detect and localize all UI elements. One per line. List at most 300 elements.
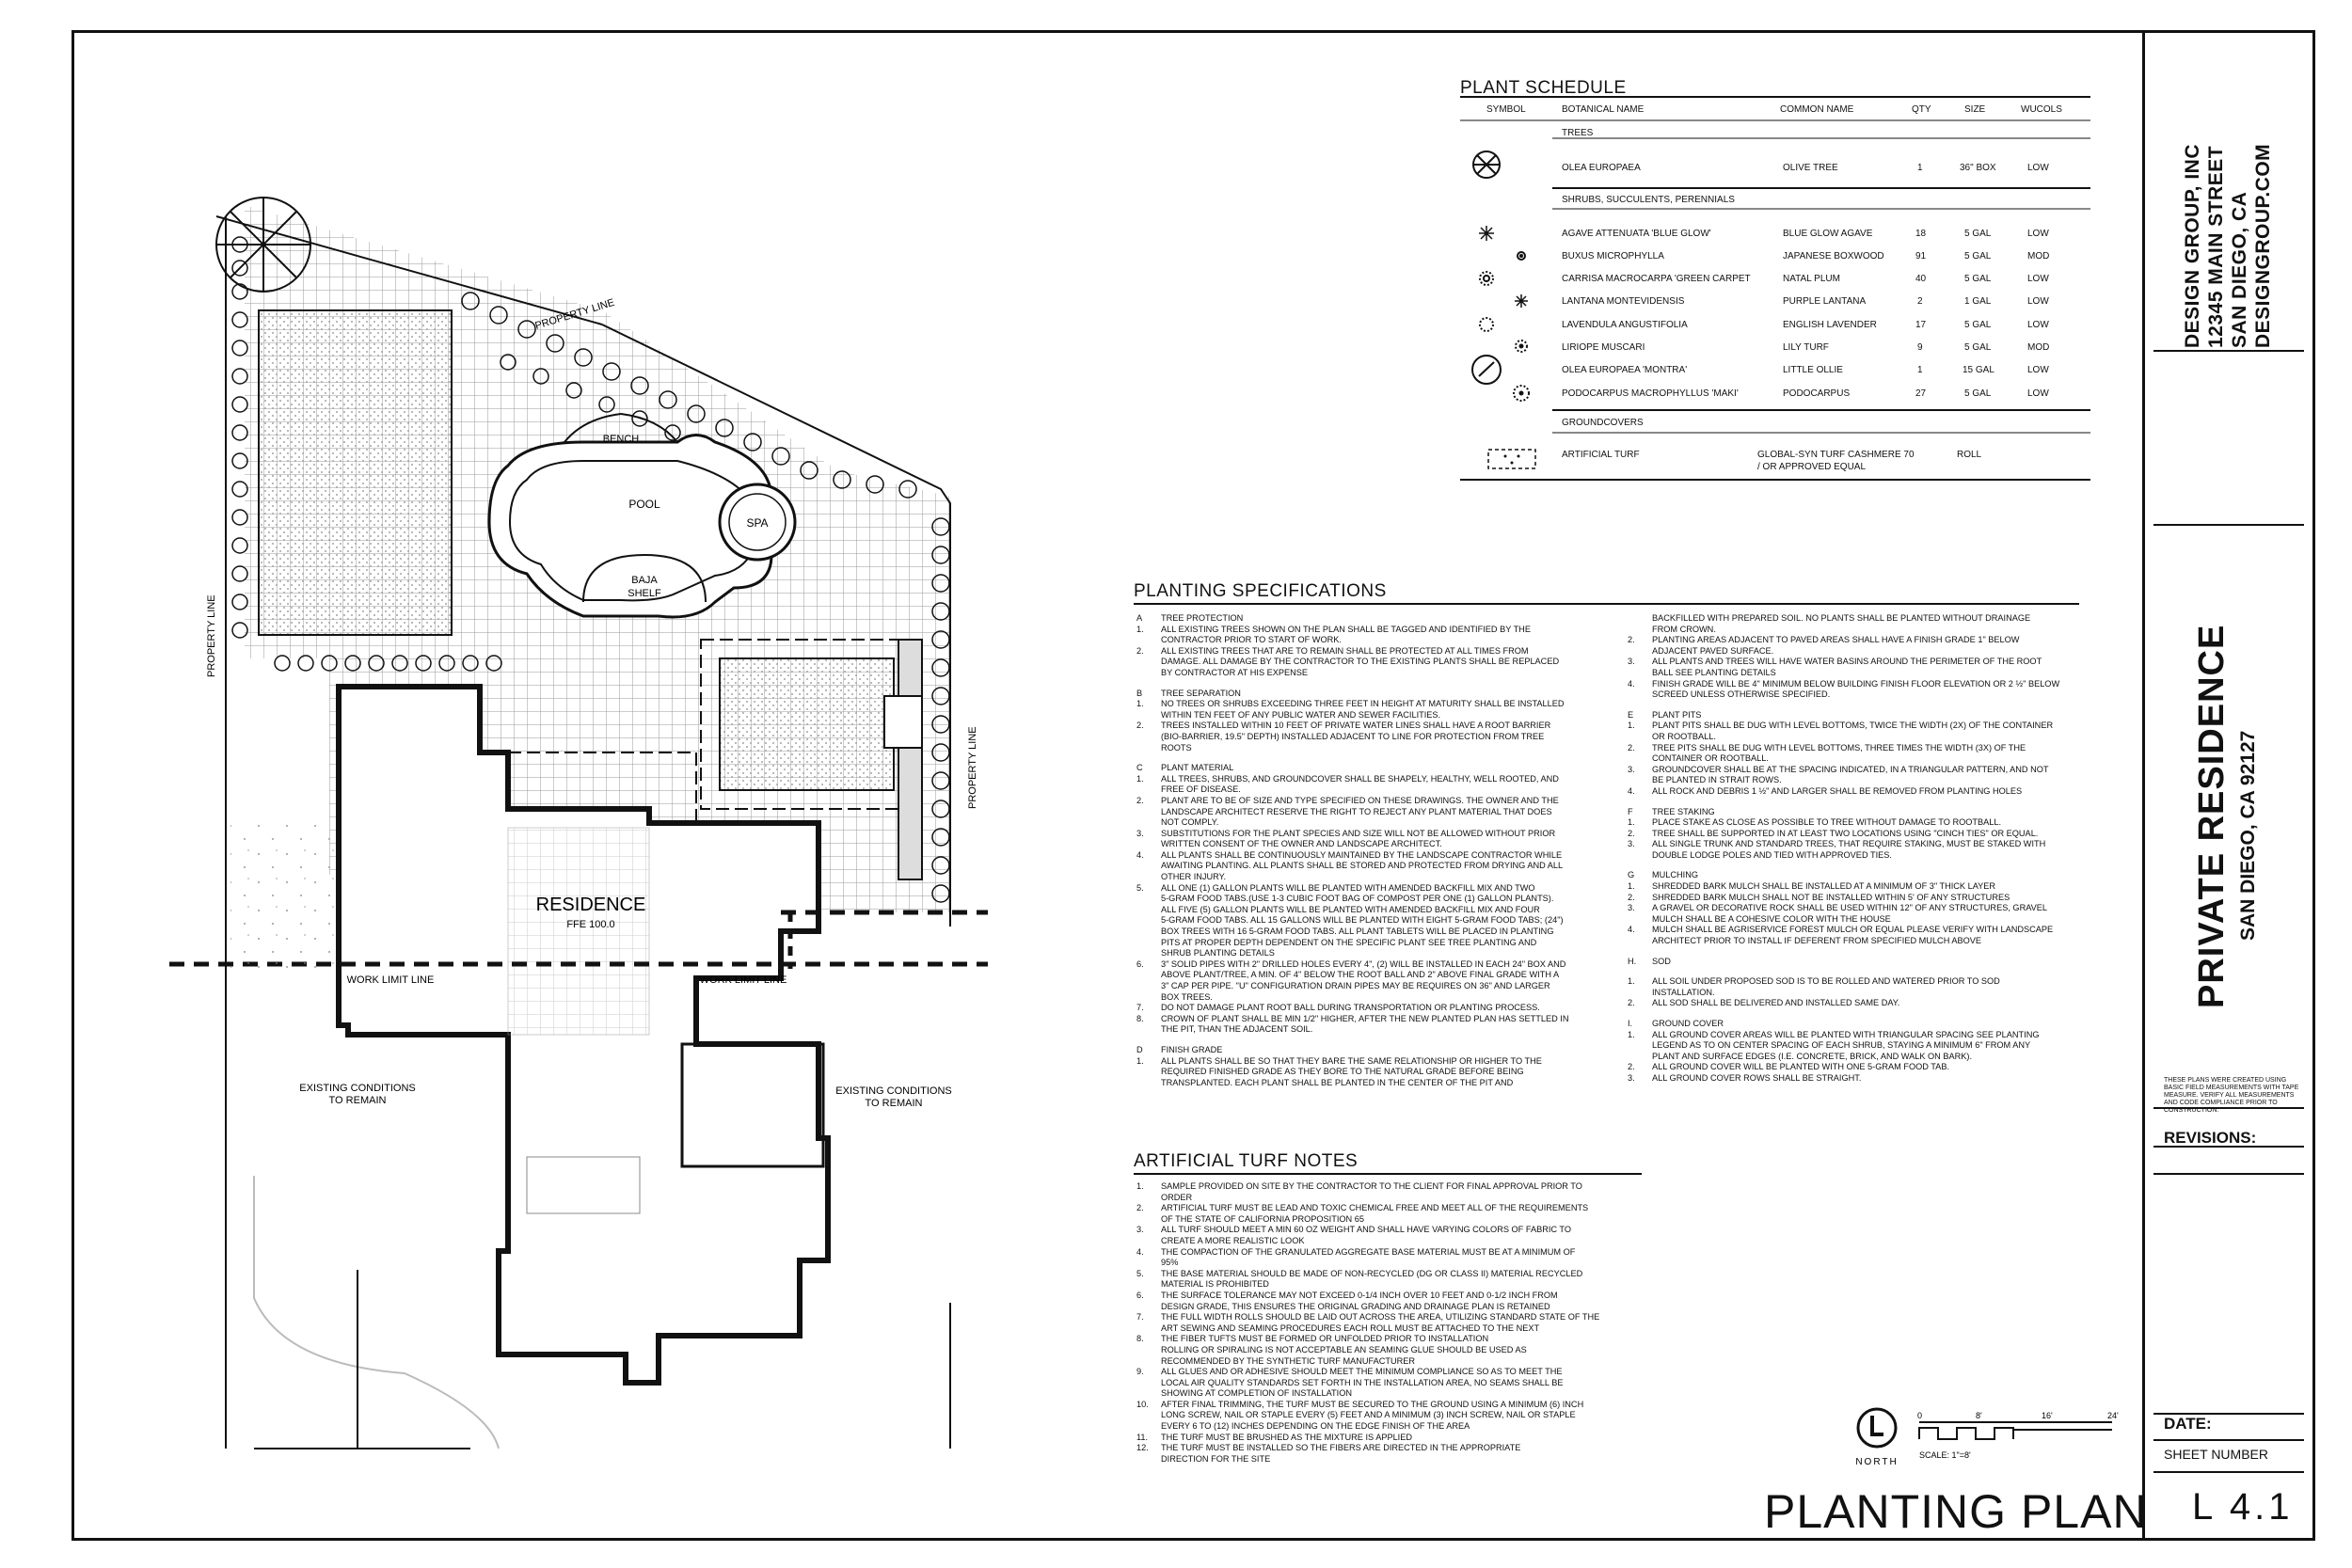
spec-line-number xyxy=(1136,915,1161,927)
spec-line-number xyxy=(1136,743,1161,754)
spec-line xyxy=(1136,1312,1645,1323)
spec-line-number: 4. xyxy=(1628,785,1635,796)
size: 1 GAL xyxy=(1964,296,1992,307)
olive-tree-symbol xyxy=(216,198,310,292)
botanical-name: AGAVE ATTENUATA 'BLUE GLOW' xyxy=(1562,229,1711,239)
spec-line-number: 2. xyxy=(1628,635,1635,645)
spec-line-number xyxy=(1628,1052,1652,1063)
spec-line-text: TREES INSTALLED WITHIN 10 FEET OF PRIVATE WATER LINES SHALL HAVE A ROOT BARRIER xyxy=(1161,721,1551,731)
spec-line xyxy=(1136,948,1541,959)
size: 5 GAL xyxy=(1964,388,1992,399)
spec-line xyxy=(1136,992,1541,1004)
spec-line xyxy=(1136,872,1541,883)
spec-line xyxy=(1628,957,2079,968)
spec-line-text: CONTAINER OR ROOTBALL. xyxy=(1652,753,1769,764)
spec-line-text: ARCHITECT PRIOR TO INSTALL IF DEFERENT FROM SPECIFIED MULCH ABOVE xyxy=(1652,936,1982,946)
spec-line-text: LEGEND AS TO ON CENTER SPACING OF EACH SHRUB, STAYING A MINIMUM 6" FROM ANY xyxy=(1652,1040,2031,1051)
qty: 1 xyxy=(1917,365,1923,375)
work-limit-label-left: WORK LIMIT LINE xyxy=(346,974,435,986)
spec-line-number xyxy=(1136,1279,1161,1291)
spec-line-number xyxy=(1136,1036,1161,1045)
spec-line-text: BE PLANTED IN STRAIT ROWS. xyxy=(1652,775,1782,785)
spec-line-number: 8. xyxy=(1136,1334,1144,1344)
spec-line-number: 3. xyxy=(1136,1225,1144,1235)
spec-line-number: 4. xyxy=(1136,849,1144,860)
wucols: LOW xyxy=(2027,163,2049,173)
spec-line-number: 6. xyxy=(1136,958,1144,969)
spec-line-number xyxy=(1136,1345,1161,1356)
spec-line-number xyxy=(1628,753,1652,765)
qty: 91 xyxy=(1915,251,1927,261)
scale-tick-24: 24' xyxy=(2107,1411,2119,1420)
spec-line-number: 3. xyxy=(1628,1072,1635,1083)
spec-line-text: PLANTING AREAS ADJACENT TO PAVED AREAS SHALL HAVE A FINISH GRADE 1" BELOW xyxy=(1652,635,2020,645)
spec-line-number xyxy=(1136,861,1161,872)
wucols: MOD xyxy=(2027,342,2050,353)
spec-line xyxy=(1628,839,2079,850)
spec-line-number: 2. xyxy=(1136,1203,1144,1213)
spec-line-text: SHOWING AT COMPLETION OF INSTALLATION xyxy=(1161,1388,1352,1399)
spec-line xyxy=(1136,721,1551,732)
spec-line-text: ALL GROUND COVER ROWS SHALL BE STRAIGHT. xyxy=(1652,1072,1862,1083)
outdoor-kitchen xyxy=(898,640,922,879)
spec-line-text: INSTALLATION. xyxy=(1652,987,1715,997)
spec-line-number: 1. xyxy=(1628,976,1635,987)
spec-line xyxy=(1136,1378,1645,1389)
title-block-divider xyxy=(2153,1173,2304,1175)
spec-line-number xyxy=(1136,657,1161,668)
common-name: PODOCARPUS xyxy=(1783,388,1851,399)
spec-line-text: PLANT PITS SHALL BE DUG WITH LEVEL BOTTOMS, TWICE THE WIDTH (2X) OF THE CONTAINER xyxy=(1652,721,2054,731)
size: 5 GAL xyxy=(1964,320,1992,330)
bench-label: BENCH xyxy=(602,434,640,445)
spec-line-number xyxy=(1628,701,1652,710)
spec-line-text: SHREDDED BARK MULCH SHALL BE INSTALLED AT A MINIMUM OF 3" THICK LAYER xyxy=(1652,881,1996,892)
spec-line-text: PITS AT PROPER DEPTH DEPENDENT ON THE SPECIFIC PLANT SEE TREE PLANTING AND xyxy=(1161,937,1537,947)
spec-line-text: BALL SEE PLANTING DETAILS xyxy=(1652,667,1776,677)
spec-line-text: MULCH SHALL BE AGRISERVICE FOREST MULCH OR EQUAL PLEASE VERIFY WITH LANDSCAPE xyxy=(1652,925,2054,935)
spec-line xyxy=(1628,914,2079,926)
spec-line xyxy=(1628,976,2079,988)
spec-line xyxy=(1136,1013,1569,1025)
spec-line-number: 7. xyxy=(1136,1003,1144,1013)
spec-line-text: PLANT PITS xyxy=(1652,709,1702,720)
spec-line-number xyxy=(1136,948,1161,959)
spec-line-text: THE FIBER TUFTS MUST BE FORMED OR UNFOLDED PRIOR TO INSTALLATION xyxy=(1161,1334,1489,1344)
group-label: SHRUBS, SUCCULENTS, PERENNIALS xyxy=(1562,195,1735,205)
spec-line-number: 5. xyxy=(1136,882,1144,893)
spec-line xyxy=(1136,1036,1541,1045)
spec-line xyxy=(1136,1367,1645,1378)
spec-line-number: G xyxy=(1628,870,1635,880)
spec-line-text: BY CONTRACTOR AT HIS EXPENSE xyxy=(1161,667,1309,677)
spec-line xyxy=(1628,732,2079,743)
spec-line-text: DESIGN GRADE, THIS ENSURES THE ORIGINAL GRADING AND DRAINAGE PLAN IS RETAINED xyxy=(1161,1301,1550,1311)
spec-line-number xyxy=(1628,689,1652,701)
spec-line xyxy=(1628,1030,2079,1041)
spec-line-number: A xyxy=(1136,613,1143,623)
spec-line-text: PLANT ARE TO BE OF SIZE AND TYPE SPECIFIED ON THESE DRAWINGS. THE OWNER AND THE xyxy=(1161,795,1559,805)
header-size: SIZE xyxy=(1964,104,1986,115)
spec-line xyxy=(1628,881,2079,893)
spec-line xyxy=(1628,646,2079,657)
common-name: ENGLISH LAVENDER xyxy=(1783,320,1877,330)
botanical-name: OLEA EUROPAEA xyxy=(1562,163,1641,173)
spec-line-number xyxy=(1628,1009,1652,1019)
pool-label: POOL xyxy=(628,498,660,511)
spec-line xyxy=(1136,915,1564,927)
spec-line-number xyxy=(1136,1067,1161,1078)
spec-line-text: NOT COMPLY. xyxy=(1161,817,1219,828)
spec-line-number xyxy=(1628,798,1652,807)
spec-line xyxy=(1628,998,2079,1009)
spec-line-number: 9. xyxy=(1136,1367,1144,1377)
project-location: SAN DIEGO, CA 92127 xyxy=(2237,730,2259,941)
spec-line xyxy=(1628,936,2079,947)
spec-line-number xyxy=(1136,1421,1161,1433)
spec-line-text: DO NOT DAMAGE PLANT ROOT BALL DURING TRANSPORTATION OR PLANTING PROCESS. xyxy=(1161,1003,1540,1013)
spec-line-text: LANDSCAPE ARCHITECT RESERVE THE RIGHT TO REJECT ANY PLANT MATERIAL THAT DOES xyxy=(1161,806,1552,816)
qty: 9 xyxy=(1917,342,1923,353)
scale-label: SCALE: 1"=8' xyxy=(1919,1450,1971,1460)
spec-line-text: THE SURFACE TOLERANCE MAY NOT EXCEED 0-1/4 INCH OVER 10 FEET AND 0-1/2 INCH FROM xyxy=(1161,1290,1558,1300)
spec-line-number xyxy=(1628,646,1652,657)
residence-label: RESIDENCE xyxy=(535,895,646,915)
spec-line-number: 1. xyxy=(1136,699,1144,709)
turf-notes-list xyxy=(1136,1181,1645,1465)
spec-line-text: ART SEWING AND SEAMING PROCEDURES EACH ROLL MUST BE ATTACHED TO THE NEXT xyxy=(1161,1323,1540,1333)
turf-lawn xyxy=(259,310,452,635)
spec-line-text: LOCAL AIR QUALITY STANDARDS SET FORTH IN THE INSTALLATION AREA, NO SEAMS SHALL BE xyxy=(1161,1377,1564,1387)
spec-line-number: 4. xyxy=(1136,1246,1144,1257)
scale-tick-0: 0 xyxy=(1917,1411,1923,1420)
spec-line xyxy=(1136,613,1541,625)
spec-line xyxy=(1628,721,2079,732)
spec-line-number: 3. xyxy=(1628,839,1635,849)
spec-line xyxy=(1136,1003,1541,1014)
spec-line xyxy=(1136,817,1541,829)
spec-line xyxy=(1136,981,1550,992)
spec-line-number: 3. xyxy=(1628,657,1635,667)
sheet-number-label: SHEET NUMBER xyxy=(2164,1447,2268,1462)
spec-line-text: BACKFILLED WITH PREPARED SOIL. NO PLANTS SHALL BE PLANTED WITHOUT DRAINAGE xyxy=(1652,613,2031,623)
spec-line-text: ALL PLANTS AND TREES WILL HAVE WATER BASINS AROUND THE PERIMETER OF THE ROOT xyxy=(1652,657,2042,667)
spec-line xyxy=(1136,861,1564,872)
common-name: NATAL PLUM xyxy=(1783,274,1840,284)
spec-line xyxy=(1628,765,2079,776)
spec-line xyxy=(1136,1269,1645,1280)
spec-line xyxy=(1628,947,2079,957)
spec-line xyxy=(1136,806,1552,818)
spec-line-number: 3. xyxy=(1628,903,1635,913)
spec-line xyxy=(1136,1454,1645,1465)
spec-line xyxy=(1628,689,2079,701)
spec-line xyxy=(1136,753,1541,763)
spec-line-number xyxy=(1136,894,1161,905)
spec-line xyxy=(1136,1067,1541,1078)
graphic-scale xyxy=(1919,1422,2112,1439)
spec-line-number xyxy=(1136,1454,1161,1465)
spec-line-text: ALL SOD SHALL BE DELIVERED AND INSTALLED SAME DAY. xyxy=(1652,998,1900,1008)
spec-line xyxy=(1136,679,1541,689)
spec-line-number: 2. xyxy=(1628,828,1635,838)
spec-line-number: 2. xyxy=(1136,721,1144,731)
spec-line-text: TREE SHALL BE SUPPORTED IN AT LEAST TWO LOCATIONS USING "CINCH TIES" OR EQUAL. xyxy=(1652,828,2039,838)
spec-line xyxy=(1136,1388,1645,1400)
scale-tick-8: 8' xyxy=(1976,1411,1982,1420)
spec-line-text: EVERY 6 TO (12) INCHES DEPENDING ON THE EDGE FINISH OF THE AREA xyxy=(1161,1421,1470,1432)
spec-line-text: ALL PLANTS SHALL BE CONTINUOUSLY MAINTAINED BY THE LANDSCAPE CONTRACTOR WHILE xyxy=(1161,849,1563,860)
spec-line-text: ALL EXISTING TREES THAT ARE TO REMAIN SHALL BE PROTECTED AT ALL TIMES FROM xyxy=(1161,645,1529,656)
disclaimer-note: THESE PLANS WERE CREATED USING BASIC FIELD MEASUREMENTS WITH TAPE MEASURE. VERIFY ALL MEASUREMENTS AND CODE COMPLIANCE PRIOR TO CONSTRUCTION. xyxy=(2164,1077,2299,1114)
spec-line-number xyxy=(1136,839,1161,850)
qty: 1 xyxy=(1917,163,1923,173)
group-label: TREES xyxy=(1562,128,1594,138)
spec-line-text: FREE OF DISEASE. xyxy=(1161,784,1241,795)
common-name: JAPANESE BOXWOOD xyxy=(1783,251,1884,261)
spec-line-number xyxy=(1628,914,1652,926)
planting-specs-column-1 xyxy=(1136,613,1569,1088)
property-line-label-right: PROPERTY LINE xyxy=(967,726,978,809)
spec-line-number: 1. xyxy=(1136,624,1144,634)
botanical-name: OLEA EUROPAEA 'MONTRA' xyxy=(1562,365,1688,375)
spec-line xyxy=(1628,679,2079,690)
spec-line xyxy=(1136,1193,1645,1204)
spec-line xyxy=(1136,689,1541,700)
firm-city: SAN DIEGO, CA xyxy=(2229,191,2250,348)
spec-line-text: A GRAVEL OR DECORATIVE ROCK SHALL BE USED WITHIN 12" OF ANY STRUCTURES, GRAVEL xyxy=(1652,903,2048,913)
spec-line xyxy=(1628,1062,2079,1073)
spec-line-text: ALL SOIL UNDER PROPOSED SOD IS TO BE ROLLED AND WATERED PRIOR TO SOD xyxy=(1652,976,2000,987)
revisions-label: REVISIONS: xyxy=(2164,1129,2257,1147)
spec-line xyxy=(1136,668,1541,679)
spec-line xyxy=(1136,710,1541,721)
spec-line-number: 12. xyxy=(1136,1443,1149,1453)
spec-line-number xyxy=(1628,625,1652,636)
spec-line-text: PLANT MATERIAL xyxy=(1161,763,1234,773)
spec-line xyxy=(1628,701,2079,710)
baja-label-2: SHELF xyxy=(628,588,661,599)
spec-line xyxy=(1136,894,1554,905)
spec-line-text: ALL TREES, SHRUBS, AND GROUNDCOVER SHALL BE SHAPELY, HEALTHY, WELL ROOTED, AND xyxy=(1161,773,1559,784)
spec-line-text: THE TURF MUST BE BRUSHED AS THE MIXTURE IS APPLIED xyxy=(1161,1432,1413,1442)
spec-line-number xyxy=(1136,1078,1161,1089)
spec-line-number: 2. xyxy=(1628,998,1635,1008)
spec-line-number: 5. xyxy=(1136,1268,1144,1278)
spec-line-number xyxy=(1628,967,1652,976)
botanical-name: LIRIOPE MUSCARI xyxy=(1562,342,1645,353)
spec-line-text: THE TURF MUST BE INSTALLED SO THE FIBERS ARE DIRECTED IN THE APPROPRIATE xyxy=(1161,1443,1521,1453)
title-block-divider xyxy=(2153,1471,2304,1473)
spec-line xyxy=(1136,839,1541,850)
spec-line-number xyxy=(1136,753,1161,763)
date-label: DATE: xyxy=(2164,1415,2212,1433)
spec-line-number xyxy=(1136,970,1161,981)
spec-line-text: FINISH GRADE WILL BE 4" MINIMUM BELOW BUILDING FINISH FLOOR ELEVATION OR 2 ½" BELOW xyxy=(1652,678,2060,689)
spec-line-text: OR ROOTBALL. xyxy=(1652,731,1716,741)
spec-line xyxy=(1136,1291,1645,1302)
ffe-label: FFE 100.0 xyxy=(566,919,615,930)
spec-line-number xyxy=(1136,938,1161,949)
spec-line xyxy=(1628,625,2079,636)
spec-line xyxy=(1136,1334,1645,1345)
spec-line xyxy=(1136,1045,1541,1056)
spec-line xyxy=(1136,1024,1541,1036)
scale-tick-16: 16' xyxy=(2042,1411,2053,1420)
spec-line-number xyxy=(1136,981,1161,992)
spec-line xyxy=(1628,798,2079,807)
spec-line-number: H. xyxy=(1628,956,1637,966)
spec-line xyxy=(1136,1181,1645,1193)
spec-line xyxy=(1628,988,2079,999)
wucols: LOW xyxy=(2027,296,2049,307)
spec-line-number xyxy=(1136,732,1161,743)
spec-line-number: 1. xyxy=(1136,1181,1144,1191)
spec-line xyxy=(1628,635,2079,646)
spec-line xyxy=(1136,1225,1645,1236)
spec-line-number: 2. xyxy=(1628,892,1635,902)
spec-line xyxy=(1628,850,2079,862)
spec-line-text: SOD xyxy=(1652,956,1671,966)
property-line-label-top: PROPERTY LINE xyxy=(533,296,616,332)
botanical-name: BUXUS MICROPHYLLA xyxy=(1562,251,1664,261)
spec-line xyxy=(1136,699,1565,710)
spec-line xyxy=(1136,646,1541,657)
header-botanical: BOTANICAL NAME xyxy=(1562,104,1645,115)
spec-line-text: TREE STAKING xyxy=(1652,806,1715,816)
size: 5 GAL xyxy=(1964,274,1992,284)
spec-line-number: 1. xyxy=(1628,881,1635,892)
spec-line-number xyxy=(1136,1214,1161,1226)
title-block-divider xyxy=(2153,1439,2304,1441)
north-arrow xyxy=(1858,1409,1896,1447)
botanical-name: LAVENDULA ANGUSTIFOLIA xyxy=(1562,320,1688,330)
header-wucols: WUCOLS xyxy=(2021,104,2062,115)
spec-line xyxy=(1136,1356,1645,1368)
spec-line-text: WITHIN TEN FEET OF ANY PUBLIC WATER AND SEWER FACILITIES. xyxy=(1161,709,1441,720)
firm-name: DESIGN GROUP, INC xyxy=(2182,144,2203,348)
spec-line-number: 4. xyxy=(1628,678,1635,689)
north-label: NORTH xyxy=(1855,1457,1899,1467)
spec-line-number: 1. xyxy=(1136,773,1144,784)
header-symbol: SYMBOL xyxy=(1486,104,1526,115)
fireplace xyxy=(884,696,922,748)
spec-line-number xyxy=(1136,784,1161,796)
wucols: LOW xyxy=(2027,274,2049,284)
spec-line-text: ALL EXISTING TREES SHOWN ON THE PLAN SHALL BE TAGGED AND IDENTIFIED BY THE xyxy=(1161,624,1531,634)
spec-line xyxy=(1136,743,1541,754)
spec-line-number: 1. xyxy=(1136,1055,1144,1066)
spec-line-text: ALL PLANTS SHALL BE SO THAT THEY BARE THE SAME RELATIONSHIP OR HIGHER TO THE xyxy=(1161,1055,1542,1066)
spec-line xyxy=(1136,1247,1645,1259)
qty: 17 xyxy=(1915,320,1927,330)
spec-line-number: C xyxy=(1136,763,1143,773)
spec-line-text: ALL FIVE (5) GALLON PLANTS WILL BE PLANTED WITH AMENDED BACKFILL MIX AND FOUR xyxy=(1161,904,1540,914)
spec-line-text: BOX TREES. xyxy=(1161,991,1213,1002)
spec-line-number xyxy=(1136,710,1161,721)
common-name: LITTLE OLLIE xyxy=(1783,365,1843,375)
botanical-name: ARTIFICIAL TURF xyxy=(1562,450,1640,460)
spec-line-number xyxy=(1136,1388,1161,1400)
spec-line-text: 3" SOLID PIPES WITH 2" DRILLED HOLES EVERY 4", (2) WILL BE INSTALLED IN EACH 24" BOX AND xyxy=(1161,958,1566,969)
baja-label-1: BAJA xyxy=(631,575,658,586)
botanical-name: PODOCARPUS MACROPHYLLUS 'MAKI' xyxy=(1562,388,1739,399)
header-common: COMMON NAME xyxy=(1780,104,1854,115)
spec-line-number: 1. xyxy=(1628,721,1635,731)
spec-line xyxy=(1136,883,1541,895)
spec-line-text: OTHER INJURY. xyxy=(1161,872,1227,882)
spec-line-number: 2. xyxy=(1628,742,1635,752)
spec-line-text: MULCHING xyxy=(1652,870,1699,880)
spec-line-text: ABOVE PLANT/TREE, A MIN. OF 4" BELOW THE ROOT BALL AND 2" ABOVE FINAL GRADE WITH A xyxy=(1161,970,1560,980)
existing-label-left-2: TO REMAIN xyxy=(328,1095,387,1106)
wucols: LOW xyxy=(2027,365,2049,375)
spec-line xyxy=(1136,1258,1645,1269)
spec-line-text: AWAITING PLANTING. ALL PLANTS SHALL BE STORED AND PROTECTED FROM DRYING AND ALL xyxy=(1161,861,1564,871)
spec-line-text: RECOMMENDED BY THE SYNTHETIC TURF MANUFACTURER xyxy=(1161,1355,1416,1366)
spec-line-number xyxy=(1628,732,1652,743)
spec-line-number: B xyxy=(1136,688,1143,698)
spec-line xyxy=(1136,938,1541,949)
spec-line-text: 95% xyxy=(1161,1258,1179,1268)
spec-line-text: SUBSTITUTIONS FOR THE PLANT SPECIES AND SIZE WILL NOT BE ALLOWED WITHOUT PRIOR xyxy=(1161,828,1556,838)
wucols: LOW xyxy=(2027,388,2049,399)
spec-line-number xyxy=(1136,927,1161,938)
spec-line-text: TREE PITS SHALL BE DUG WITH LEVEL BOTTOMS, THREE TIMES THE WIDTH (3X) OF THE xyxy=(1652,742,2026,752)
spec-line-text: LONG SCREW, NAIL OR STAPLE EVERY (5) FEET AND A MINIMUM (3) INCH SCREW, NAIL OR STAPLE xyxy=(1161,1410,1576,1420)
spec-line-number xyxy=(1136,1356,1161,1368)
spec-line xyxy=(1136,773,1559,785)
spec-line xyxy=(1136,1236,1645,1247)
spec-line-number: 6. xyxy=(1136,1290,1144,1300)
spec-line-text: MATERIAL IS PROHIBITED xyxy=(1161,1279,1269,1290)
size: 15 GAL xyxy=(1963,365,1994,375)
spec-line xyxy=(1628,807,2079,818)
spec-line-text: DAMAGE. ALL DAMAGE BY THE CONTRACTOR TO THE EXISTING PLANTS SHALL BE REPLACED xyxy=(1161,657,1560,667)
spec-line xyxy=(1628,1009,2079,1019)
spec-line-text: ALL GROUND COVER WILL BE PLANTED WITH ONE 5-GRAM FOOD TAB. xyxy=(1652,1062,1949,1072)
spec-line-text: ALL SINGLE TRUNK AND STANDARD TREES, THAT REQUIRE STAKING, MUST BE STAKED WITH xyxy=(1652,839,2046,849)
existing-label-right-2: TO REMAIN xyxy=(865,1098,923,1109)
spec-line xyxy=(1136,1203,1645,1214)
spec-line xyxy=(1628,861,2079,870)
spa-label: SPA xyxy=(746,516,769,530)
spec-line xyxy=(1628,743,2079,754)
group-label: GROUNDCOVERS xyxy=(1562,418,1644,428)
spec-line-text: GROUNDCOVER SHALL BE AT THE SPACING INDICATED, IN A TRIANGULAR PATTERN, AND NOT xyxy=(1652,764,2049,774)
spec-line-number: F xyxy=(1628,806,1633,816)
spec-line-number xyxy=(1136,1236,1161,1247)
spec-line-text: 5-GRAM FOOD TABS. ALL 15 GALLONS WILL BE PLANTED WITH EIGHT 5-GRAM FOOD TABS; (24") xyxy=(1161,915,1564,926)
qty: 27 xyxy=(1915,388,1927,399)
property-line-label-left: PROPERTY LINE xyxy=(206,594,217,677)
spec-line-number xyxy=(1136,635,1161,646)
sheet-title: PLANTING PLAN xyxy=(1764,1485,2148,1538)
botanical-name: LANTANA MONTEVIDENSIS xyxy=(1562,296,1685,307)
spec-line-text: THE PIT, THAN THE ADJACENT SOIL. xyxy=(1161,1024,1313,1035)
spec-line xyxy=(1628,786,2079,798)
spec-line xyxy=(1136,1443,1645,1454)
spec-line xyxy=(1628,1040,2079,1052)
spec-line-number xyxy=(1136,1193,1161,1204)
common-name: BLUE GLOW AGAVE xyxy=(1783,229,1873,239)
spec-line-text: ALL ONE (1) GALLON PLANTS WILL BE PLANTED WITH AMENDED BACKFILL MIX AND TWO xyxy=(1161,882,1535,893)
spec-line xyxy=(1136,763,1541,774)
spec-line-text: AFTER FINAL TRIMMING, THE TURF MUST BE SECURED TO THE GROUND USING A MINIMUM (6) INCH xyxy=(1161,1399,1584,1409)
spec-line xyxy=(1136,1410,1645,1421)
spec-line-text: OF THE STATE OF CALIFORNIA PROPOSITION 65 xyxy=(1161,1213,1364,1224)
existing-label-right-1: EXISTING CONDITIONS xyxy=(835,1085,952,1097)
